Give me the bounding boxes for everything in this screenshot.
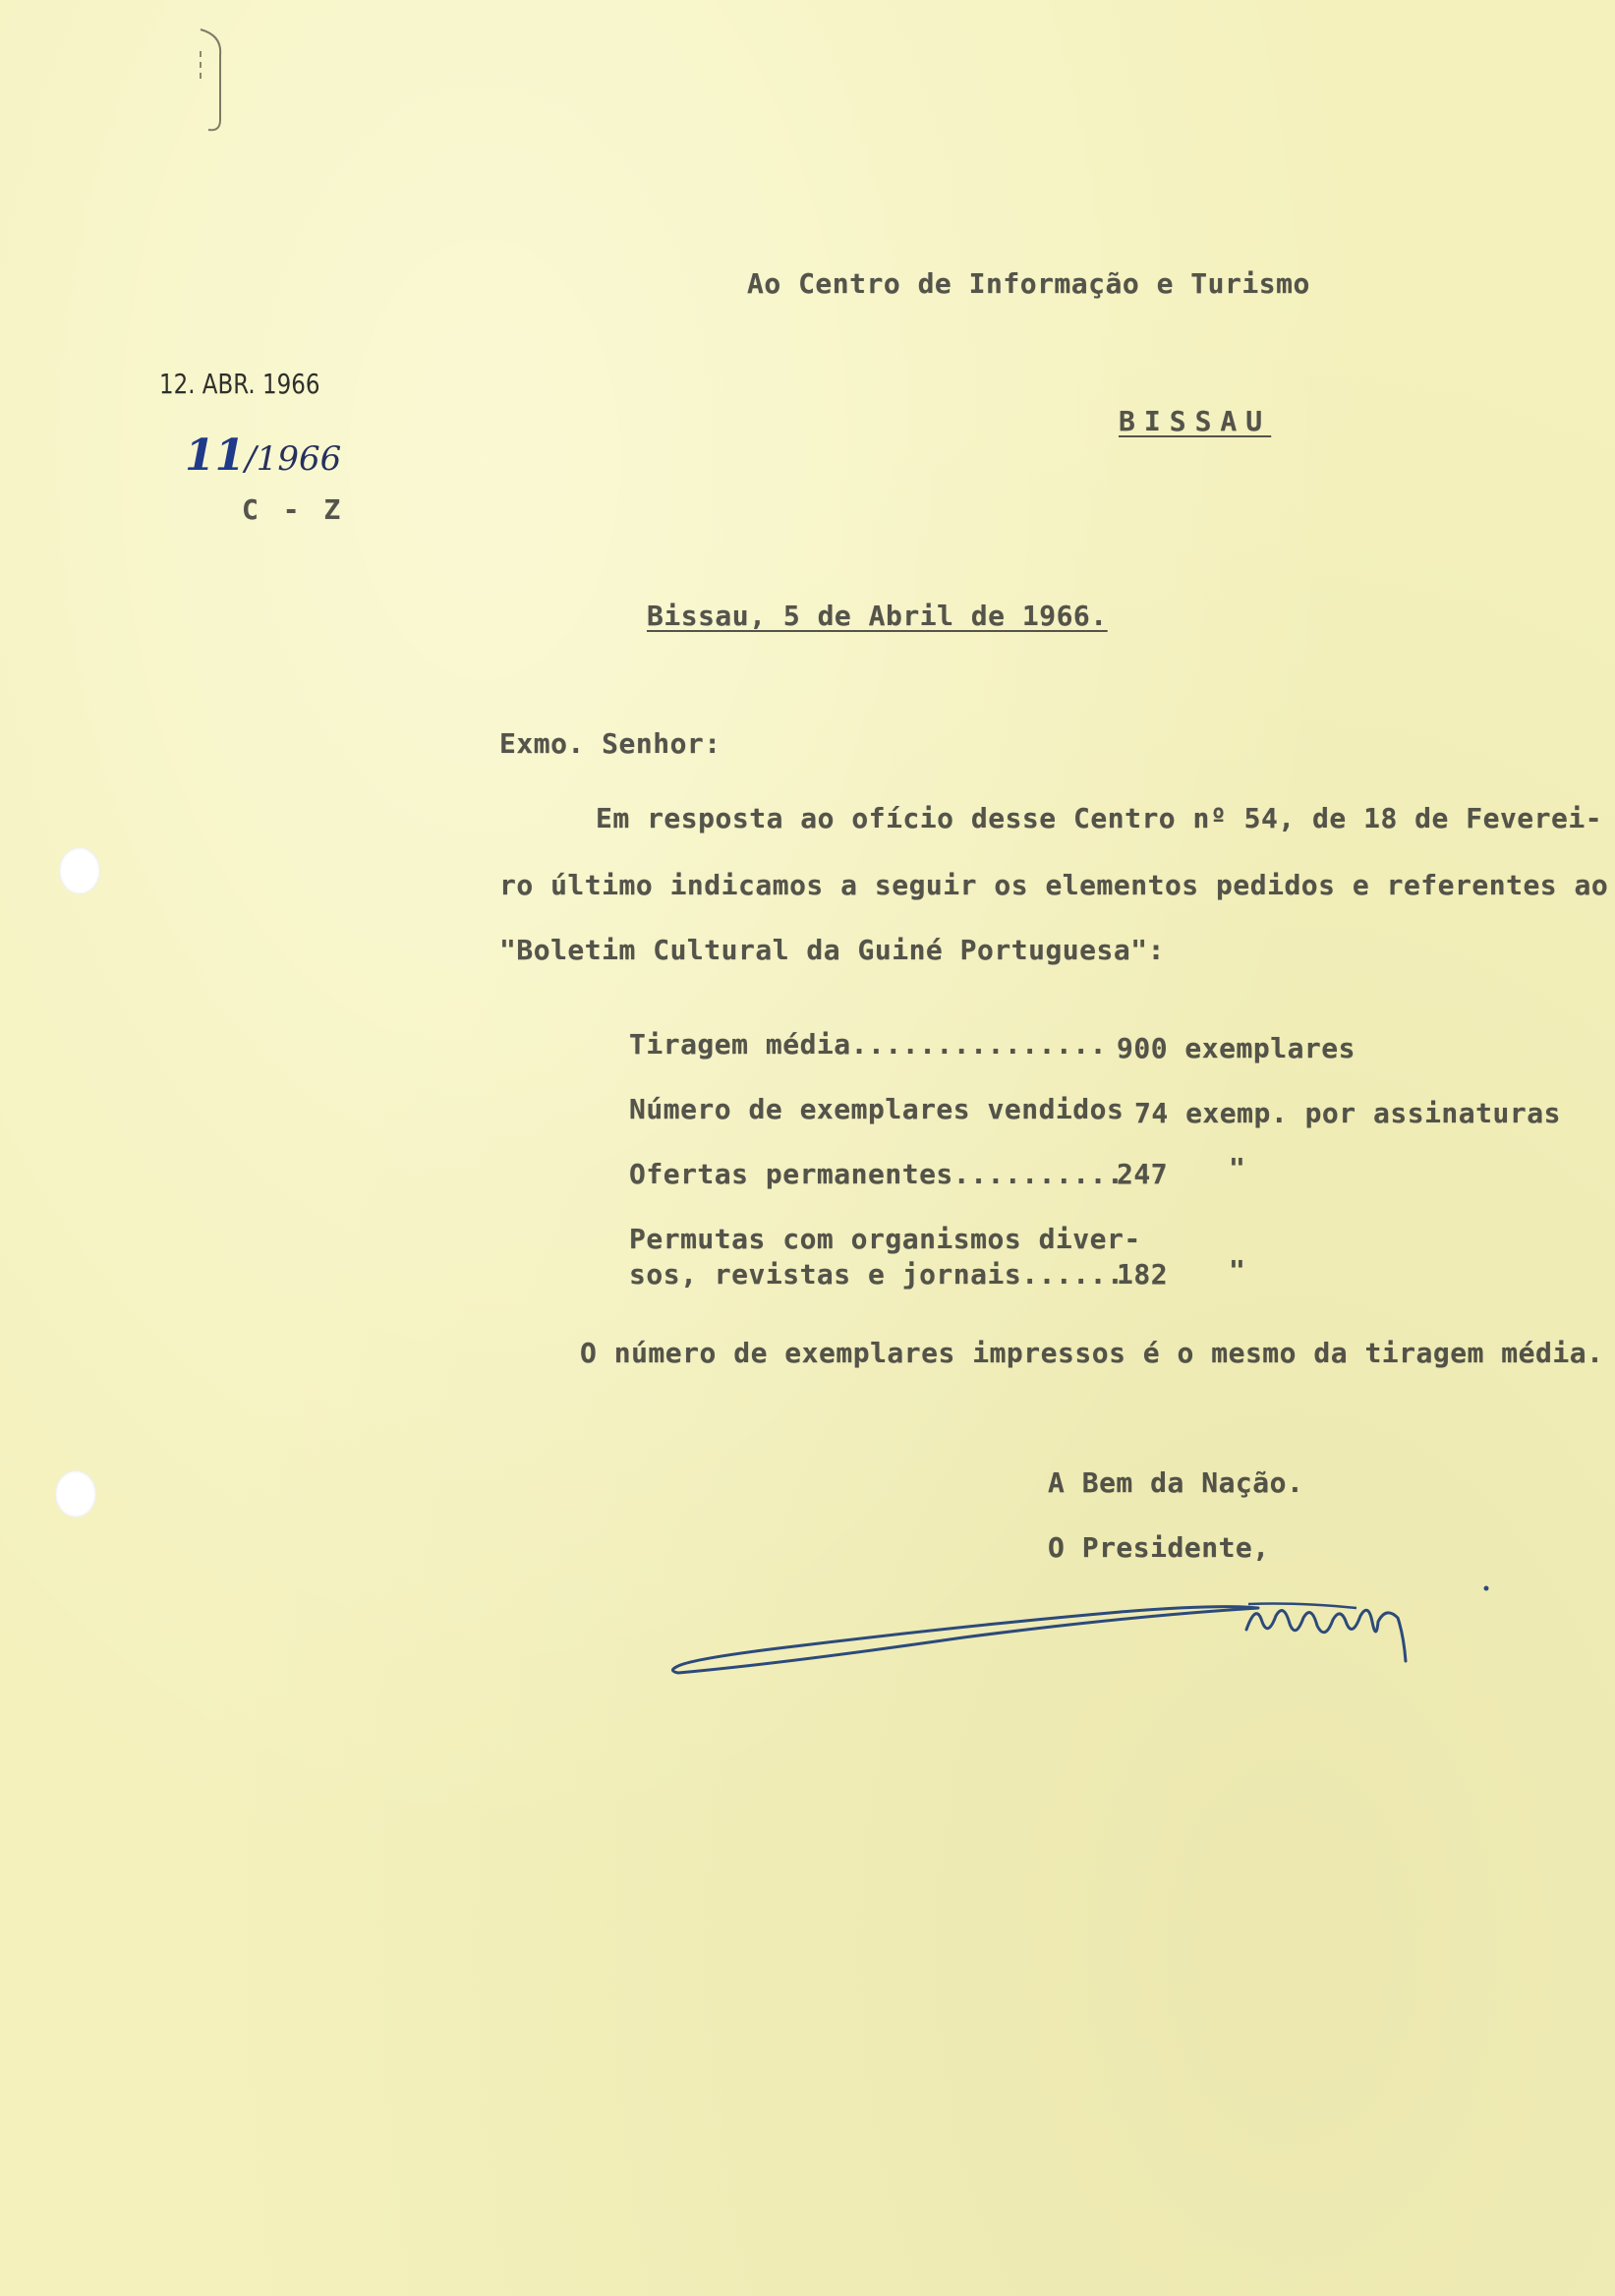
reception-stamp-date: 12. ABR. 1966 <box>159 368 320 400</box>
recipient-line: Ao Centro de Informação e Turismo <box>747 267 1310 300</box>
body-line-2: ro último indicamos a seguir os elementos pedidos e referentes ao <box>499 869 1609 901</box>
stat-permutas-label-1: Permutas com organismos diver- <box>629 1223 1141 1255</box>
stat-ofertas-label: Ofertas permanentes.......... <box>629 1158 1125 1190</box>
date-line: Bissau, 5 de Abril de 1966. <box>647 600 1108 632</box>
punch-hole-bottom <box>55 1470 96 1518</box>
reference-year: /1966 <box>245 439 342 479</box>
reference-code: C - Z <box>242 493 345 526</box>
punch-hole-top <box>59 847 100 894</box>
salutation: Exmo. Senhor: <box>499 727 721 760</box>
stat-permutas-ditto: " <box>1229 1254 1246 1287</box>
stat-tiragem-label: Tiragem média............... <box>629 1028 1108 1061</box>
paper-clip-mark-icon <box>187 22 234 140</box>
sign-off-line-1: A Bem da Nação. <box>1048 1466 1304 1499</box>
stat-vendidos-value: 74 exemp. por assinaturas <box>1134 1097 1561 1129</box>
body-line-3: "Boletim Cultural da Guiné Portuguesa": <box>499 934 1165 966</box>
sign-off-line-2: O Presidente, <box>1048 1531 1270 1564</box>
stat-ofertas-value: 247 <box>1117 1158 1169 1190</box>
stat-vendidos-label: Número de exemplares vendidos <box>629 1093 1125 1125</box>
reference-number: 11 <box>185 430 246 481</box>
body-line-1: Em resposta ao ofício desse Centro nº 54, de 18 de Feverei- <box>596 802 1603 834</box>
stat-ofertas-ditto: " <box>1229 1152 1246 1184</box>
closing-note: O número de exemplares impressos é o mesmo da tiragem média. <box>580 1337 1604 1369</box>
signature-icon <box>668 1582 1514 1691</box>
stat-permutas-label-2: sos, revistas e jornais...... <box>629 1258 1125 1291</box>
recipient-city: BISSAU <box>1119 405 1272 437</box>
reference-handwritten <box>185 430 341 481</box>
stat-permutas-value: 182 <box>1117 1258 1169 1291</box>
stat-tiragem-value: 900 exemplares <box>1117 1032 1356 1064</box>
